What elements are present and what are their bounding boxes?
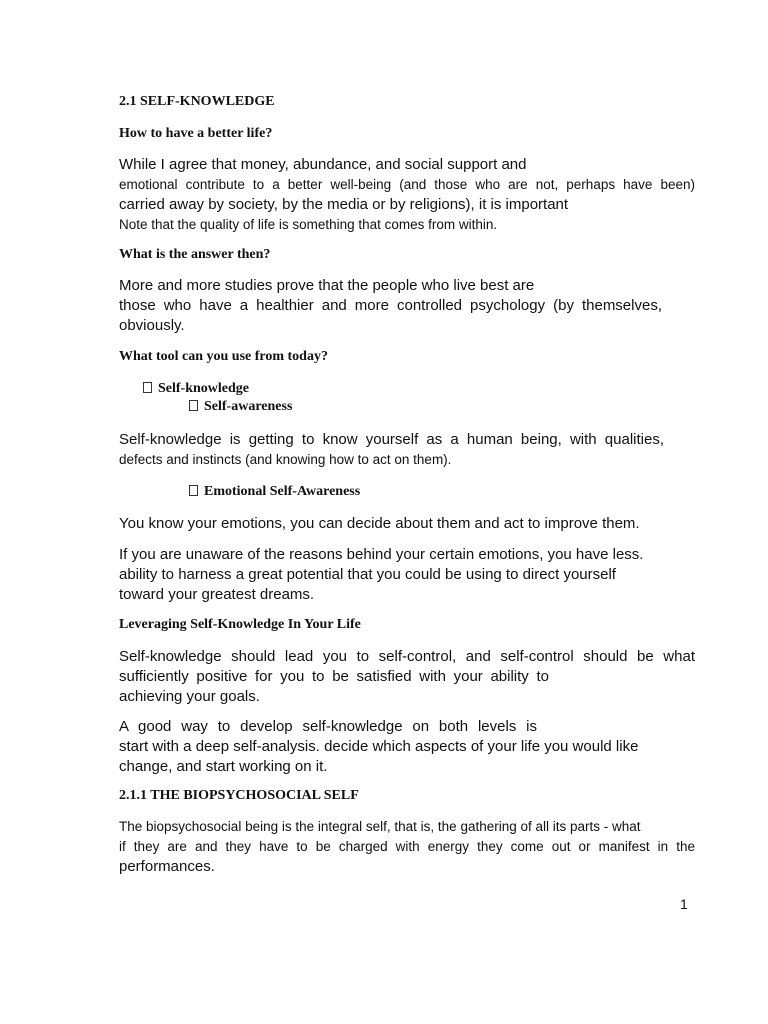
paragraph-line: Note that the quality of life is something that comes from within. (119, 217, 498, 232)
paragraph-line: More and more studies prove that the people who live best are (119, 277, 535, 294)
paragraph-line: toward your greatest dreams. (119, 586, 315, 603)
bullet-self-awareness (189, 399, 292, 415)
paragraph-good-way (119, 717, 664, 777)
paragraph-line: achieving your goals. (119, 688, 260, 705)
question-answer-then: What is the answer then? (119, 247, 271, 262)
paragraph-line: While I agree that money, abundance, and social support and (119, 156, 527, 173)
paragraph-line: sufficiently positive for you to be satisfied with your ability to (119, 668, 549, 685)
paragraph-unaware-reasons (119, 545, 679, 605)
paragraph-line: defects and instincts (and knowing how to act on them). (119, 452, 452, 467)
question-better-life: How to have a better life? (119, 126, 273, 141)
bullet-label: Self-awareness (204, 399, 293, 414)
bullet-label: Emotional Self-Awareness (204, 484, 361, 499)
paragraph-line: A good way to develop self-knowledge on both levels is (119, 718, 537, 735)
page-number: 1 (680, 896, 688, 912)
paragraph-self-control (119, 647, 695, 707)
paragraph-self-knowledge-definition (119, 430, 664, 470)
paragraph-line: those who have a healthier and more controlled psychology (by themselves, (119, 297, 662, 314)
paragraph-line: emotional contribute to a better well-being (and those who are not, perhaps have been) (119, 177, 695, 192)
paragraph-line: ability to harness a great potential that you could be using to direct yourself (119, 566, 616, 583)
paragraph-studies (119, 276, 662, 336)
paragraph-line: performances. (119, 858, 215, 875)
paragraph-line: If you are unaware of the reasons behind your certain emotions, you have less. (119, 546, 644, 563)
paragraph-line: if they are and they have to be charged with energy they come out or manifest in the (119, 839, 695, 854)
question-tool: What tool can you use from today? (119, 349, 328, 364)
paragraph-line: Self-knowledge should lead you to self-control, and self-control should be what (119, 648, 695, 665)
bullet-label: Self-knowledge (158, 381, 249, 396)
paragraph-line: obviously. (119, 317, 185, 334)
section-heading: 2.1 SELF-KNOWLEDGE (119, 94, 275, 109)
paragraph-line: Self-knowledge is getting to know yourself as a human being, with qualities, (119, 431, 664, 448)
bullet-self-knowledge (143, 381, 249, 397)
heading-leveraging: Leveraging Self-Knowledge In Your Life (119, 617, 361, 632)
subsection-heading: 2.1.1 THE BIOPSYCHOSOCIAL SELF (119, 788, 359, 803)
checkbox-bullet-icon (189, 485, 198, 496)
paragraph-line: carried away by society, by the media or by religions), it is important (119, 196, 569, 213)
paragraph-line: start with a deep self-analysis. decide which aspects of your life you would like (119, 738, 639, 755)
checkbox-bullet-icon (189, 400, 198, 411)
paragraph-know-emotions: You know your emotions, you can decide about them and act to improve them. (119, 515, 640, 532)
paragraph-money-abundance (119, 155, 695, 235)
bullet-emotional-self-awareness (189, 484, 360, 500)
checkbox-bullet-icon (143, 382, 152, 393)
paragraph-line: change, and start working on it. (119, 758, 328, 775)
paragraph-line: The biopsychosocial being is the integral self, that is, the gathering of all its parts - what (119, 819, 641, 834)
paragraph-biopsychosocial (119, 817, 695, 877)
